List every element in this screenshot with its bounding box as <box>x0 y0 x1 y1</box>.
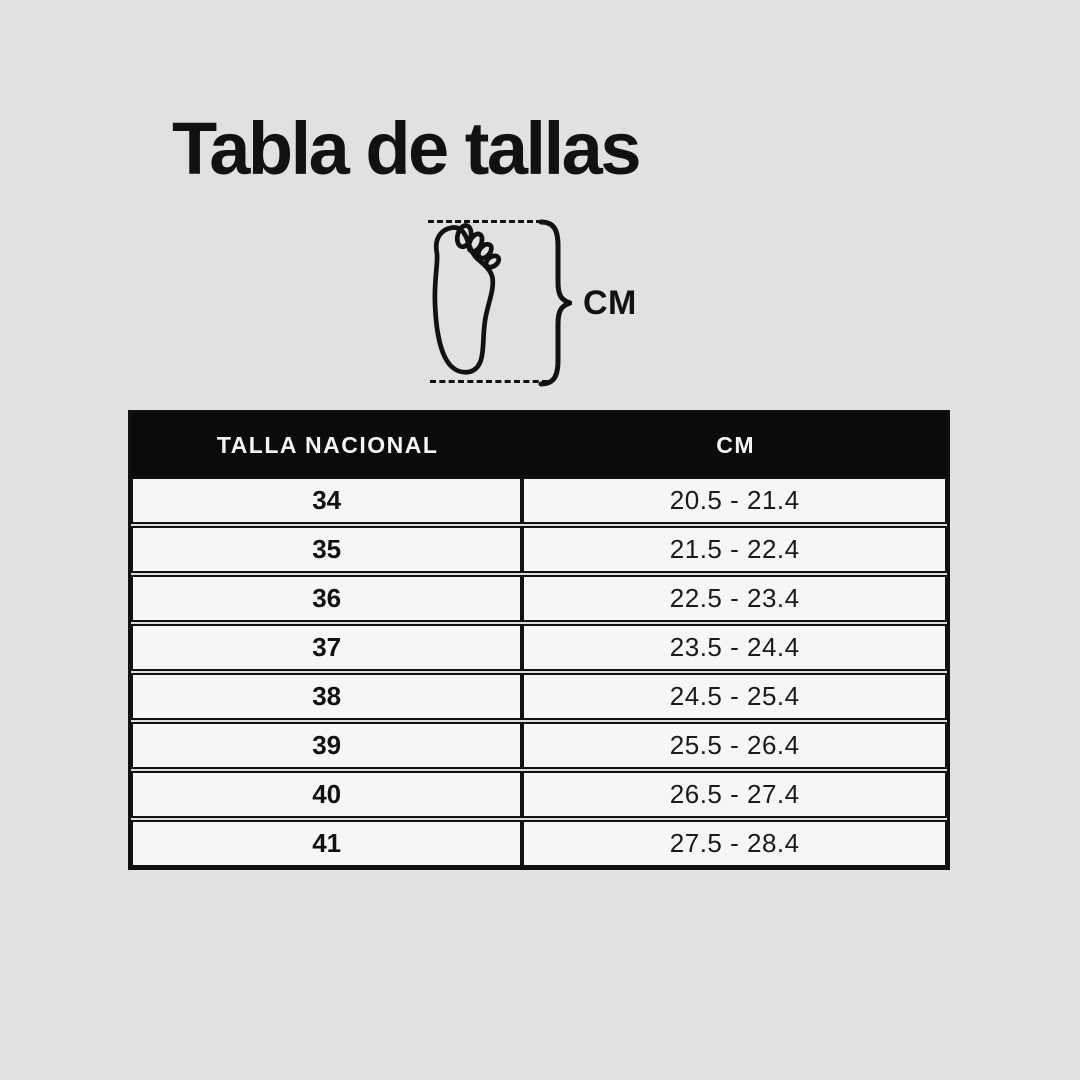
table-header <box>131 413 947 477</box>
cm-range-cell: 26.5 - 27.4 <box>669 779 800 809</box>
cm-range-cell: 21.5 - 22.4 <box>669 534 800 564</box>
size-cell: 39 <box>133 724 524 767</box>
column-header-talla-nacional: TALLA NACIONAL <box>216 431 439 458</box>
unit-label: CM <box>583 284 637 322</box>
column-header-cm: CM <box>716 431 756 458</box>
cm-range-cell: 20.5 - 21.4 <box>669 485 800 515</box>
table-row <box>131 820 947 867</box>
size-cell: 35 <box>133 528 524 571</box>
table-row <box>131 771 947 818</box>
cm-range-cell: 23.5 - 24.4 <box>669 632 800 662</box>
size-cell: 37 <box>133 626 524 669</box>
brace-icon <box>538 218 572 388</box>
foot-icon <box>426 222 508 382</box>
table-row <box>131 722 947 769</box>
table-body <box>131 477 947 867</box>
size-cell: 38 <box>133 675 524 718</box>
cm-range-cell: 22.5 - 23.4 <box>669 583 800 613</box>
table-row <box>131 673 947 720</box>
size-cell: 34 <box>133 479 524 522</box>
cm-range-cell: 25.5 - 26.4 <box>669 730 800 760</box>
size-table <box>128 410 950 870</box>
size-cell: 41 <box>133 822 524 865</box>
foot-measure-diagram <box>420 212 660 394</box>
cm-range-cell: 24.5 - 25.4 <box>669 681 800 711</box>
table-row <box>131 624 947 671</box>
table-row <box>131 477 947 524</box>
size-cell: 40 <box>133 773 524 816</box>
cm-range-cell: 27.5 - 28.4 <box>669 828 800 858</box>
page-title: Tabla de tallas <box>172 107 639 190</box>
size-cell: 36 <box>133 577 524 620</box>
table-row <box>131 526 947 573</box>
table-row <box>131 575 947 622</box>
